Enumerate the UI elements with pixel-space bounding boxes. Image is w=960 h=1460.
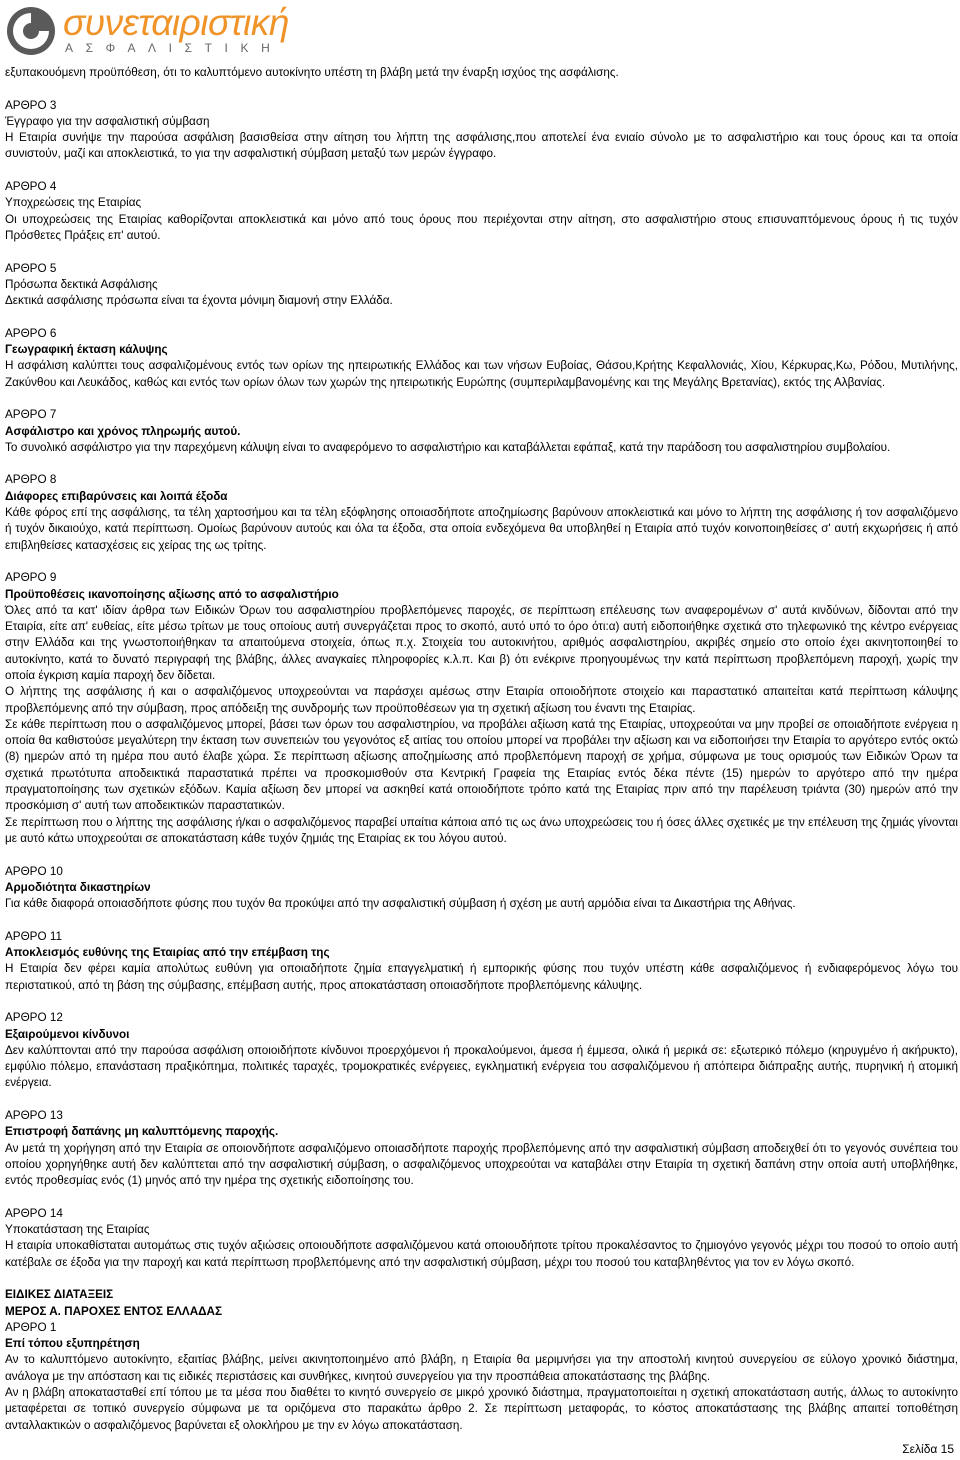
article-title: Επιστροφή δαπάνης μη καλυπτόμενης παροχής. [5,1125,279,1139]
article-number: ΑΡΘΡΟ 10 [5,864,63,878]
article-title: Διάφορες επιβαρύνσεις και λοιπά έξοδα [5,489,228,503]
brand-swirl-icon [5,5,57,57]
special-provisions [5,1287,958,1434]
article-section [5,98,958,163]
article-section [5,326,958,391]
article-title: Υποκατάσταση της Εταιρίας [5,1223,150,1237]
article-title: Ασφάλιστρο και χρόνος πληρωμής αυτού. [5,424,241,438]
intro-paragraph: εξυπακουόμενη προϋπόθεση, ότι το καλυπτόμενο αυτοκίνητο υπέστη τη βλάβη μετά την έναρξη ισχύος της ασφάλισης. [5,66,619,79]
special-article-title: Επί τόπου εξυπηρέτηση [5,1337,140,1351]
article-section [5,929,958,994]
article-paragraph: Σε περίπτωση που ο λήπτης της ασφάλισης ή/και ο ασφαλιζόμενος παραβεί υπαίτια κάποια από τις ως άνω υποχρεώσεις του ή όσες άλλες σχετικές με την επέλευση της ζημιάς γίνονται με αυτό κάτω υποχρεούται σε αποκατάσταση κάθε τυχόν ζημιάς της Εταιρίας εκ του λόγου αυτού. [5,815,958,845]
article-paragraph: Ο λήπτης της ασφάλισης ή και ο ασφαλιζόμενος υποχρεούνται να παράσχει αμέσως στην Εταιρία οποιοδήποτε στοιχείο και παραστατικό απαιτείται κατά περίπτωση κάλυψης προβλεπόμενης από την σύμβαση, προς απόδειξη της συνδρομής των προϋποθέσεων για τη σχετική αξίωση του έναντι της Εταιρίας. [5,685,958,715]
article-title: Πρόσωπα δεκτικά Ασφάλισης [5,277,158,291]
sections-container [5,98,958,1271]
article-section [5,472,958,553]
article-paragraph: Κάθε φόρος επί της ασφάλισης, τα τέλη χαρτοσήμου και τα τέλη εξόφλησης οποιασδήποτε αποζημίωσης βαρύνουν αποκλειστικά και μόνο το λήπτη της ασφάλισης ή τον ασφαλιζόμενο ή τυχόν δικαιούχο, κατά περίπτωση. Ομοίως βαρύνουν αυτούς και όλα τα έξοδα, στα οποία ενδεχόμενα θα υποβληθεί η Εταιρία από τυχόν κοινοποιηθείσες σ' αυτή εκχωρήσεις ή από επιβληθείσες κατασχέσεις εις χείρας της ως τρίτης. [5,506,958,552]
article-number: ΑΡΘΡΟ 14 [5,1206,63,1220]
article-paragraph: Όλες από τα κατ' ιδίαν άρθρα των Ειδικών Όρων του ασφαλιστηρίου προβλεπόμενες παροχές, σε περίπτωση επέλευσης των αναφερομένων σ' αυτά κινδύνων, δίδονται από την Εταιρία, είτε απ' ευθείας, είτε μέσω τρίτων με τους οποίους αυτή συνεργάζεται προς το σκοπό, αυτό υπό το όρο ότι:α) αυτή ειδοποιήθηκε σχετικά στο τηλεφωνικό της κέντρο ενέργειας στην Ελλάδα και της γνωστοποιήθηκαν τα απαιτούμενα στοιχεία, όπως π.χ. Στοιχεία του αυτοκινήτου, αριθμός ασφαλιστηρίου, ακριβές σημείο στο οποίο έχει ακινητοποιηθεί το αυτοκίνητο, κατά το δυνατό περιγραφή της βλάβης, άλλες αναγκαίες πληροφορίες κ.λ.π. Και β) ότι ενέκρινε προηγουμένως την κατά περίπτωση προβλεπόμενη παροχή, χωρίς την οποία έγκριση καμία παροχή δεν δίδεται. [5,603,958,682]
article-title: Αποκλεισμός ευθύνης της Εταιρίας από την επέμβαση της [5,946,330,960]
article-number: ΑΡΘΡΟ 5 [5,261,57,275]
article-section [5,864,958,913]
article-number: ΑΡΘΡΟ 7 [5,408,57,422]
special-paragraph: Αν η βλάβη αποκατασταθεί επί τόπου με τα μέσα που διαθέτει το κινητό συνεργείο σε μικρό χρονικό διάστημα, πραγματοποιείται η σχετική αποκατάσταση αυτής, άλλως το αυτοκίνητο μεταφέρεται σε τοπικό συνεργείο σύμφωνα με τα οριζόμενα στο παρακάτω άρθρο 2. Σε περίπτωση μεταφοράς, το κόστος αποκατάστασης της βλάβης απαιτεί τοποθέτηση ανταλλακτικών ο ασφαλιζόμενος βαρύνεται εξ ολοκλήρου με την εν λόγω αποκατάσταση. [5,1386,958,1432]
article-section [5,407,958,456]
article-paragraph: Δεν καλύπτονται από την παρούσα ασφάλιση οποιοιδήποτε κίνδυνοι προερχόμενοι ή προκαλούμενοι, άμεσα ή έμμεσα, ολικά ή μερικά σε: εξωτερικό πόλεμο (κηρυγμένο ή ακήρυκτο), εμφύλιο πόλεμο, επανάσταση πραξικόπημα, πολιτικές ταραχές, τρομοκρατικές ενέργειες, εγκληματική ενέργεια του ασφαλιζόμενου ή απόπειρα διάπραξης αυτής, πυρηνική ή ατομική ενέργεια. [5,1043,958,1090]
article-number: ΑΡΘΡΟ 11 [5,929,62,943]
article-section [5,1010,958,1091]
special-paragraph: Αν το καλυπτόμενο αυτοκίνητο, εξαιτίας βλάβης, μείνει ακινητοποιημένο από βλάβη, η Εταιρία θα μεριμνήσει για την αποστολή κινητού συνεργείου σε εύλογο χρονικό διάστημα, ανάλογα με την απόσταση και τις ειδικές περιστάσεις και συνθήκες, κινητού συνεργείου για την προσπάθεια αποκατάστασης της βλάβης. [5,1353,958,1383]
article-number: ΑΡΘΡΟ 3 [5,98,57,112]
page-number: Σελίδα 15 [902,1442,954,1456]
article-section [5,1206,958,1271]
document-body [5,65,958,1434]
article-paragraph: Το συνολικό ασφάλιστρο για την παρεχόμενη κάλυψη είναι το αναφερόμενο το ασφαλιστήριο και καταβάλλεται εφάπαξ, κατά την παράδοση του ασφαλιστηρίου συμβολαίου. [5,440,891,454]
article-number: ΑΡΘΡΟ 8 [5,473,57,487]
article-title: Γεωγραφική έκταση κάλυψης [5,343,168,357]
article-number: ΑΡΘΡΟ 6 [5,326,57,340]
article-paragraph: Η εταιρία υποκαθίσταται αυτομάτως στις τυχόν αξιώσεις οποιουδήποτε ασφαλιζόμενου κατά οποιουδήποτε τρίτου προκαλέσαντος το ζημιογόνο γεγονός μέχρι του ποσού το οποίο αυτή κατέβαλε σε έξοδα για την παροχή και κατά περίπτωση προβλεπόμενης από την ασφαλιστική σύμβαση, μέχρι του ποσού του καταβληθέντος για τον εν λόγω σκοπό. [5,1239,958,1269]
article-paragraph: Η Εταιρία δεν φέρει καμία απολύτως ευθύνη για οποιαδήποτε ζημία επαγγελματική ή εμπορικής φύσης που τυχόν υπέστη κάθε ασφαλιζόμενος ή ενδιαφερόμενος λόγω του περιστατικού, από τη βάση της σύμβασης, επέμβαση αυτής, προς αποκατάσταση οποιασδήποτε προβλεπόμενης κάλυψης. [5,962,958,992]
article-paragraph: Οι υποχρεώσεις της Εταιρίας καθορίζονται αποκλειστικά και μόνο από τους όρους που περιέχονται στην αίτηση, στο ασφαλιστήριο στους επισυναπτόμενους όρους ή τις τυχόν Πρόσθετες Πράξεις επ' αυτού. [5,212,958,242]
article-title: Έγγραφο για την ασφαλιστική σύμβαση [5,114,210,128]
article-number: ΑΡΘΡΟ 4 [5,180,57,194]
article-section [5,1108,958,1189]
article-title: Εξαιρούμενοι κίνδυνοι [5,1027,130,1041]
brand-name: συνεταιριστική [63,2,289,43]
special-heading: ΕΙΔΙΚΕΣ ΔΙΑΤΑΞΕΙΣ [5,1288,114,1302]
article-title: Υποχρεώσεις της Εταιρίας [5,196,142,210]
article-number: ΑΡΘΡΟ 9 [5,571,57,585]
brand-tagline: ΑΣΦΑΛΙΣΤΙΚΗ [65,41,283,55]
special-subheading: ΜΕΡΟΣ Α. ΠΑΡΟΧΕΣ ΕΝΤΟΣ ΕΛΛΑΔΑΣ [5,1304,222,1318]
article-number: ΑΡΘΡΟ 12 [5,1011,63,1025]
special-article-number: ΑΡΘΡΟ 1 [5,1320,57,1334]
article-paragraph: Αν μετά τη χορήγηση από την Εταιρία σε οποιονδήποτε ασφαλιζόμενο οποιασδήποτε παροχής προβλεπόμενης από την ασφαλιστική σύμβαση αποδειχθεί ότι το γεγονός συνέπεια του οποίου χορηγήθηκε αυτή δεν καλύπτεται από την ασφαλιστική σύμβαση, ο ασφαλιζόμενος υποχρεούται να καταβάλει στην Εταιρία τη σχετική δαπάνη στην οποία αυτή υποβλήθηκε, εντός προθεσμίας ενός (1) μηνός από την ημέρα της σχετικής ειδοποίησης του. [5,1141,958,1188]
article-paragraph: Για κάθε διαφορά οποιασδήποτε φύσης που τυχόν θα προκύψει από την ασφαλιστική σύμβαση ή σχέση με αυτή αρμόδια είναι τα Δικαστήρια της Αθήνας. [5,897,796,911]
article-paragraph: Σε κάθε περίπτωση που ο ασφαλιζόμενος μπορεί, βάσει των όρων του ασφαλιστηρίου, να προβάλει αξίωση κατά της Εταιρίας, υποχρεούται να μην προβεί σε οποιαδήποτε ενέργεια η οποία θα καθιστούσε μεγαλύτερη την έκταση των συνεπειών του γεγονότος εξ αιτίας του οποίου μπορεί να προβάλει την αξίωση και να ειδοποιήσει την Εταιρία το αργότερο εντός οκτώ (8) ημερών από τη ημέρα που αυτό έλαβε χώρα. Σε περίπτωση αξίωσης αποζημίωσης από προβλεπόμενη παροχή σε χρήμα, σύμφωνα με τους ορισμούς των Ειδικών Όρων τα σχετικά πρωτότυπα αποδεικτικά παραστατικά πρέπει να προσκομισθούν στα Κεντρική Γραφεία της Εταιρίας εντός δέκα πέντε (15) ημερών το αργότερο από την ημέρα πραγματοποίησης των σχετικών εξόδων. Καμία αξίωση δεν μπορεί να ασκηθεί κατά οποιοδήποτε τρόπο κατά της Εταιρίας πριν από την παρέλευση τριάντα (30) ημερών από την προσκόμιση σ' αυτή των αποδεικτικών παραστατικών. [5,717,958,813]
article-title: Προϋποθέσεις ικανοποίησης αξίωσης από το ασφαλιστήριο [5,587,339,601]
article-section [5,179,958,244]
article-section [5,261,958,310]
article-paragraph: Η Εταιρία συνήψε την παρούσα ασφάλιση βασισθείσα στην αίτηση του λήπτη της ασφάλισης,που αποτελεί ένα ενιαίο σύνολο με το ασφαλιστήριο και τους όρους και τα οποία συνιστούν, μαζί και αποκλειστικά, το για την ασφαλιστική σύμβαση μεταξύ των μερών έγγραφο. [5,131,958,161]
article-paragraph: Δεκτικά ασφάλισης πρόσωπα είναι τα έχοντα μόνιμη διαμονή στην Ελλάδα. [5,294,393,308]
article-number: ΑΡΘΡΟ 13 [5,1109,63,1122]
article-title: Αρμοδιότητα δικαστηρίων [5,880,151,894]
header-logo [5,2,289,57]
article-paragraph: Η ασφάλιση καλύπτει τους ασφαλιζομένους εντός των ορίων της ηπειρωτικής Ελλάδος και των νήσων Ευβοίας, Θάσου,Κρήτης Κεφαλλονιάς, Χίου, Κέρκυρας,Κω, Ρόδου, Μυτιλήνης, Ζακύνθου και Λευκάδος, καθώς και εντός των ορίων όλων των χωρών της ηπειρωτικής Ευρώπης (συμπεριλαμβανομένης και της Μεγάλης Βρετανίας), εκτός της Αλβανίας. [5,359,958,389]
article-section [5,570,958,847]
